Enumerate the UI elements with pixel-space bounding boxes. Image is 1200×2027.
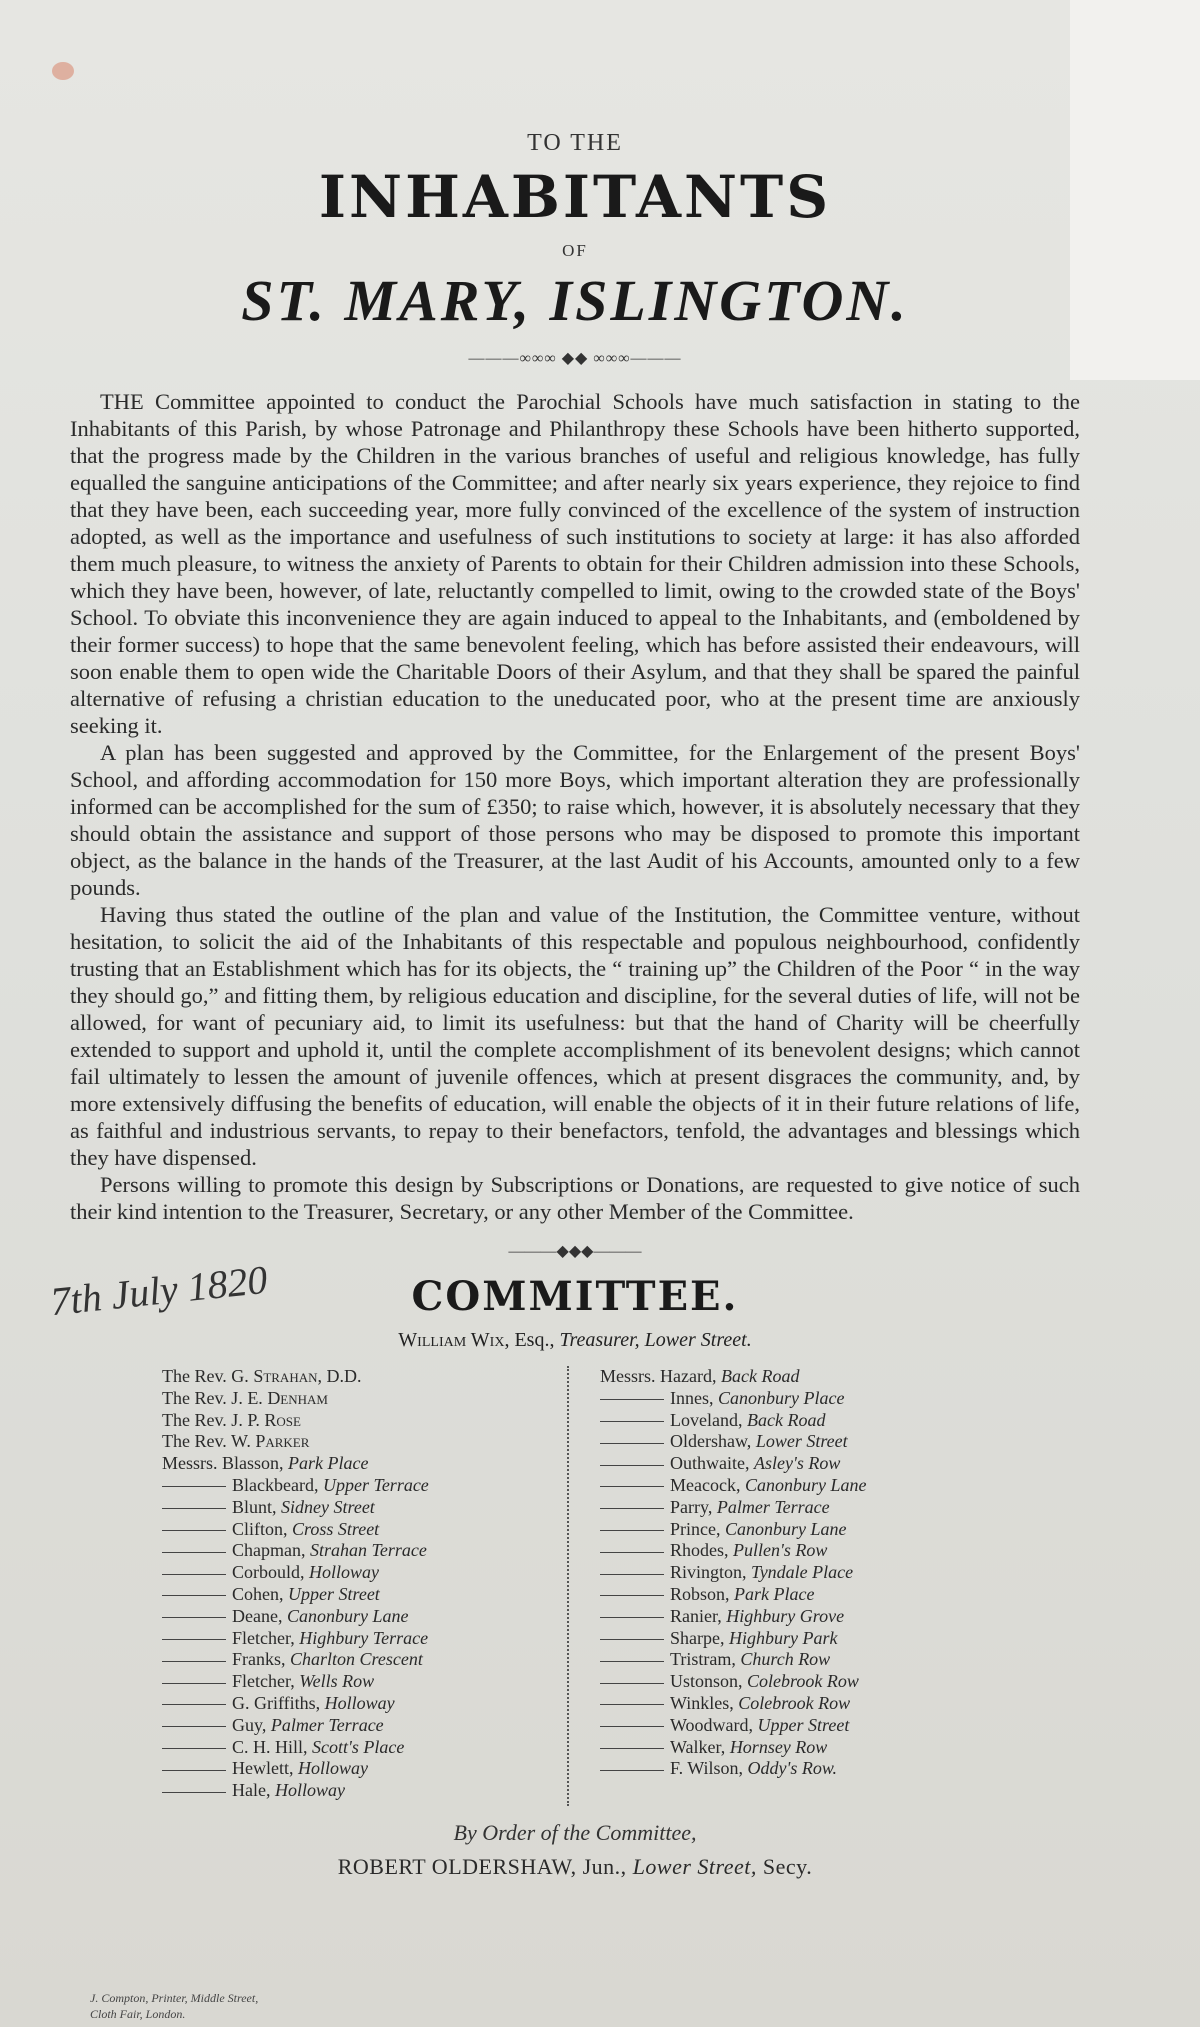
committee-member <box>600 1431 980 1453</box>
ditto-dash <box>162 1639 226 1640</box>
red-stain <box>52 62 74 80</box>
member-name: Parker <box>255 1431 310 1452</box>
committee-member <box>162 1540 582 1562</box>
committee-member <box>162 1628 582 1650</box>
committee-member <box>162 1519 582 1541</box>
member-name: C. H. Hill, <box>232 1736 308 1757</box>
member-name: Prince, <box>670 1518 721 1539</box>
treasurer-line <box>70 1329 1080 1352</box>
member-place: Park Place <box>734 1583 815 1604</box>
ditto-dash <box>162 1704 226 1705</box>
order-line: By Order of the Committee, <box>453 1819 697 1845</box>
member-place: Holloway <box>297 1758 368 1779</box>
member-place: Highbury Grove <box>726 1605 845 1626</box>
header-of: OF <box>562 241 588 260</box>
ditto-dash <box>162 1683 226 1684</box>
member-place: Holloway <box>274 1780 345 1801</box>
member-place: Sidney Street <box>281 1496 375 1517</box>
committee-member <box>162 1671 582 1693</box>
committee-member <box>600 1540 980 1562</box>
member-place: Oddy's Row. <box>747 1758 838 1779</box>
ditto-dash <box>600 1530 664 1531</box>
committee-member <box>162 1584 582 1606</box>
ditto-dash <box>600 1639 664 1640</box>
ditto-dash <box>162 1486 226 1487</box>
member-name: Rhodes, <box>670 1540 729 1561</box>
committee-member <box>162 1497 582 1519</box>
committee-member <box>162 1780 582 1802</box>
ditto-dash <box>600 1574 664 1575</box>
ditto-dash <box>162 1617 226 1618</box>
member-place: Palmer Terrace <box>716 1496 830 1517</box>
member-place: Cross Street <box>292 1518 380 1539</box>
member-name: Tristram, <box>670 1649 736 1670</box>
member-place: Highbury Park <box>728 1627 838 1648</box>
member-place: Upper Street <box>288 1583 380 1604</box>
member-name: Oldershaw, <box>670 1431 752 1452</box>
committee-member <box>162 1693 582 1715</box>
member-prefix: The Rev. J. E. <box>162 1387 268 1408</box>
header-inhabitants: INHABITANTS <box>318 163 832 231</box>
member-name: Denham <box>267 1387 328 1408</box>
ditto-dash <box>162 1552 226 1553</box>
committee-member <box>600 1497 980 1519</box>
member-place: Back Road <box>720 1366 800 1386</box>
committee-member <box>162 1388 582 1410</box>
member-place: Wells Row <box>299 1671 375 1692</box>
treasurer-esq: , Esq., <box>504 1329 560 1351</box>
member-place: Canonbury Lane <box>286 1605 409 1626</box>
ditto-dash <box>162 1748 226 1749</box>
ditto-dash <box>600 1683 664 1684</box>
ditto-dash <box>162 1661 226 1662</box>
member-name: Robson, <box>670 1583 730 1604</box>
member-place: Upper Street <box>757 1714 850 1735</box>
committee-member <box>162 1410 582 1432</box>
paragraph-2: A plan has been suggested and approved by the Committee, for the Enlargement of the present Boys' School, and affording accommodation for 150 more Boys, which important alteration they are professionally informed can be accomplished for the sum of £350; to raise which, however, it is absolutely necessary that they should obtain the assistance and support of those persons who may be disposed to promote this important object, as the balance in the hands of the Treasurer, at the last Audit of his Accounts, amounted only to a few pounds. <box>70 740 1080 900</box>
ditto-dash <box>162 1770 226 1771</box>
paragraph-3: Having thus stated the outline of the plan and value of the Institution, the Committee venture, without hesitation, to solicit the aid of the Inhabitants of this respectable and populous neighbourhood, confidently trusting that an Establishment which has for its objects, the “ training up” the Children of the Poor “ in the way they should go,” and fitting them, by religious education and discipline, for the several duties of life, will not be allowed, for want of pecuniary aid, to limit its usefulness: but that the hand of Charity will be cheerfully extended to support and uphold it, until the complete accomplishment of its benevolent designs; which cannot fail ultimately to lessen the amount of juvenile offences, which at present disgraces the community, and, by more extensively diffusing the benefits of education, will enable the objects of it in their future relations of life, as faithful and industrious servants, to repay to their benefactors, tenfold, the advantages and blessings which they have dispensed. <box>70 902 1080 1170</box>
ditto-dash <box>162 1595 226 1596</box>
member-place: Tyndale Place <box>751 1562 854 1583</box>
member-name: Blunt, <box>232 1496 277 1517</box>
member-name: Innes, <box>670 1387 714 1408</box>
committee-member <box>162 1431 582 1453</box>
committee-member <box>162 1562 582 1584</box>
header-parish: ST. MARY, ISLINGTON. <box>241 268 909 333</box>
ditto-dash <box>600 1465 664 1466</box>
committee-member <box>600 1606 980 1628</box>
member-prefix: The Rev. J. P. <box>162 1409 265 1430</box>
committee-member <box>600 1366 980 1388</box>
committee-members <box>70 1366 1080 1802</box>
ditto-dash <box>600 1770 664 1771</box>
handwritten-date: 7th July 1820 <box>48 1256 270 1325</box>
member-name: Cohen, <box>232 1583 284 1604</box>
member-name: Outhwaite, <box>670 1453 750 1474</box>
committee-heading-row <box>48 1256 1080 1327</box>
ditto-dash <box>600 1661 664 1662</box>
member-place: Canonbury Place <box>718 1387 845 1408</box>
members-right-column <box>600 1366 1080 1802</box>
member-name: Ustonson, <box>670 1671 743 1692</box>
member-name: G. Griffiths, <box>232 1692 321 1713</box>
committee-member <box>600 1519 980 1541</box>
printer-line-1: J. Compton, Printer, Middle Street, <box>90 1991 259 2005</box>
member-name: Loveland, <box>670 1409 743 1430</box>
member-prefix: Messrs. <box>162 1453 223 1474</box>
committee-member <box>162 1453 582 1475</box>
member-name: Ranier, <box>670 1605 722 1626</box>
ditto-dash <box>600 1486 664 1487</box>
ornament-rule-small: ———◆◆◆——— <box>508 1243 642 1260</box>
member-place: Highbury Terrace <box>299 1627 429 1648</box>
ditto-dash <box>600 1443 664 1444</box>
member-name: Blackbeard, <box>232 1474 319 1495</box>
ditto-dash <box>600 1726 664 1727</box>
member-name: Meacock, <box>670 1474 741 1495</box>
secretary-title: Secy. <box>756 1853 813 1879</box>
committee-member <box>162 1366 582 1388</box>
paper-edge <box>1070 0 1200 380</box>
member-prefix: The Rev. W. <box>162 1431 256 1452</box>
member-name: Hale, <box>232 1780 271 1801</box>
ditto-dash <box>600 1399 664 1400</box>
member-name: Chapman, <box>232 1540 306 1561</box>
committee-member <box>600 1584 980 1606</box>
member-name: Sharpe, <box>670 1627 725 1648</box>
committee-title: COMMITTEE. <box>411 1273 739 1320</box>
member-name: Parry, <box>670 1496 713 1517</box>
committee-member <box>600 1453 980 1475</box>
secretary-name: ROBERT OLDERSHAW, Jun., <box>337 1853 633 1879</box>
member-place: Lower Street <box>755 1431 848 1452</box>
ditto-dash <box>600 1552 664 1553</box>
member-place: Palmer Terrace <box>270 1714 384 1735</box>
committee-member <box>162 1758 582 1780</box>
committee-member <box>162 1475 582 1497</box>
member-name: Guy, <box>232 1714 267 1735</box>
member-name: Corbould, <box>232 1562 305 1583</box>
member-name: Winkles, <box>670 1692 734 1713</box>
member-place: Church Row <box>740 1649 831 1670</box>
member-place: Holloway <box>324 1692 395 1713</box>
member-name: Fletcher, <box>232 1627 295 1648</box>
committee-member <box>162 1649 582 1671</box>
secretary-place: Lower Street, <box>632 1853 757 1879</box>
member-name: Hazard, <box>660 1366 717 1386</box>
member-name: Strahan, D.D. <box>253 1366 362 1386</box>
ditto-dash <box>600 1595 664 1596</box>
ornament-rule: ———∞∞∞ ◆◆ ∞∞∞——— <box>468 350 682 367</box>
ditto-dash <box>162 1726 226 1727</box>
secretary-line <box>70 1854 1080 1880</box>
appeal-body <box>70 388 1080 1225</box>
member-place: Charlton Crescent <box>290 1649 423 1670</box>
member-name: Clifton, <box>232 1518 288 1539</box>
member-name: Fletcher, <box>232 1671 295 1692</box>
printer-line-2: Cloth Fair, London. <box>90 2007 186 2021</box>
treasurer-role: Treasurer, Lower Street. <box>559 1329 752 1351</box>
ditto-dash <box>600 1748 664 1749</box>
committee-member <box>600 1715 980 1737</box>
member-place: Strahan Terrace <box>310 1540 427 1561</box>
member-place: Back Road <box>746 1409 826 1430</box>
committee-member <box>600 1671 980 1693</box>
committee-member <box>600 1562 980 1584</box>
paragraph-1: THE Committee appointed to conduct the Parochial Schools have much satisfaction in stating to the Inhabitants of this Parish, by whose Patronage and Philanthropy these Schools have been hitherto supported, that the progress made by the Children in the various branches of useful and religious knowledge, has fully equalled the sanguine anticipations of the Committee; and after nearly six years experience, they rejoice to find that they have been, each succeeding year, more fully convinced of the excellence of the system of instruction adopted, as well as the importance and usefulness of such institutions to society at large: it has also afforded them much pleasure, to witness the anxiety of Parents to obtain for their Children admission into these Schools, which they have been, however, of late, reluctantly compelled to limit, owing to the crowded state of the Boys' School. To obviate this inconvenience they are again induced to appeal to the Inhabitants, and (emboldened by their former success) to hope that the same benevolent feeling, which has before assisted their endeavours, will soon enable them to open wide the Charitable Doors of their Asylum, and that they shall be spared the painful alternative of refusing a christian education to the uneducated poor, who at the present time are anxiously seeking it. <box>70 389 1080 738</box>
member-name: Blasson, <box>222 1453 284 1474</box>
ditto-dash <box>600 1508 664 1509</box>
member-place: Upper Terrace <box>322 1474 429 1495</box>
member-prefix: Messrs. <box>600 1366 661 1386</box>
member-place: Park Place <box>288 1453 369 1474</box>
member-place: Asley's Row <box>753 1453 841 1474</box>
committee-member <box>600 1737 980 1759</box>
committee-member <box>600 1475 980 1497</box>
ditto-dash <box>162 1792 226 1793</box>
ditto-dash <box>162 1530 226 1531</box>
printer-imprint <box>90 1990 258 2022</box>
member-name: Rivington, <box>670 1562 747 1583</box>
header-to-the: TO THE <box>527 130 623 156</box>
committee-member <box>600 1758 980 1780</box>
ditto-dash <box>162 1574 226 1575</box>
committee-member <box>600 1649 980 1671</box>
member-name: Rose <box>264 1409 301 1430</box>
member-name: Woodward, <box>670 1714 754 1735</box>
broadside-content <box>48 130 1080 1880</box>
member-place: Hornsey Row <box>729 1736 828 1757</box>
member-name: F. Wilson, <box>670 1758 744 1779</box>
committee-member <box>162 1737 582 1759</box>
committee-member <box>600 1410 980 1432</box>
ditto-dash <box>600 1617 664 1618</box>
member-place: Canonbury Lane <box>724 1518 847 1539</box>
treasurer-name: William Wix <box>398 1329 505 1351</box>
ditto-dash <box>600 1704 664 1705</box>
ditto-dash <box>162 1508 226 1509</box>
committee-member <box>162 1715 582 1737</box>
ditto-dash <box>600 1421 664 1422</box>
committee-member <box>600 1693 980 1715</box>
committee-member <box>600 1628 980 1650</box>
members-left-column <box>70 1366 582 1802</box>
member-place: Colebrook Row <box>738 1692 851 1713</box>
member-name: Franks, <box>232 1649 286 1670</box>
member-prefix: The Rev. G. <box>162 1366 254 1386</box>
committee-member <box>600 1388 980 1410</box>
member-name: Hewlett, <box>232 1758 294 1779</box>
column-divider <box>567 1366 569 1806</box>
member-place: Colebrook Row <box>747 1671 859 1692</box>
member-name: Deane, <box>232 1605 283 1626</box>
member-name: Walker, <box>670 1736 726 1757</box>
member-place: Pullen's Row <box>733 1540 828 1561</box>
paragraph-4: Persons willing to promote this design by Subscriptions or Donations, are requested to give notice of such their kind intention to the Treasurer, Secretary, or any other Member of the Committee. <box>70 1172 1080 1224</box>
member-place: Canonbury Lane <box>744 1474 867 1495</box>
committee-member <box>162 1606 582 1628</box>
member-place: Holloway <box>309 1562 380 1583</box>
member-place: Scott's Place <box>312 1736 405 1757</box>
